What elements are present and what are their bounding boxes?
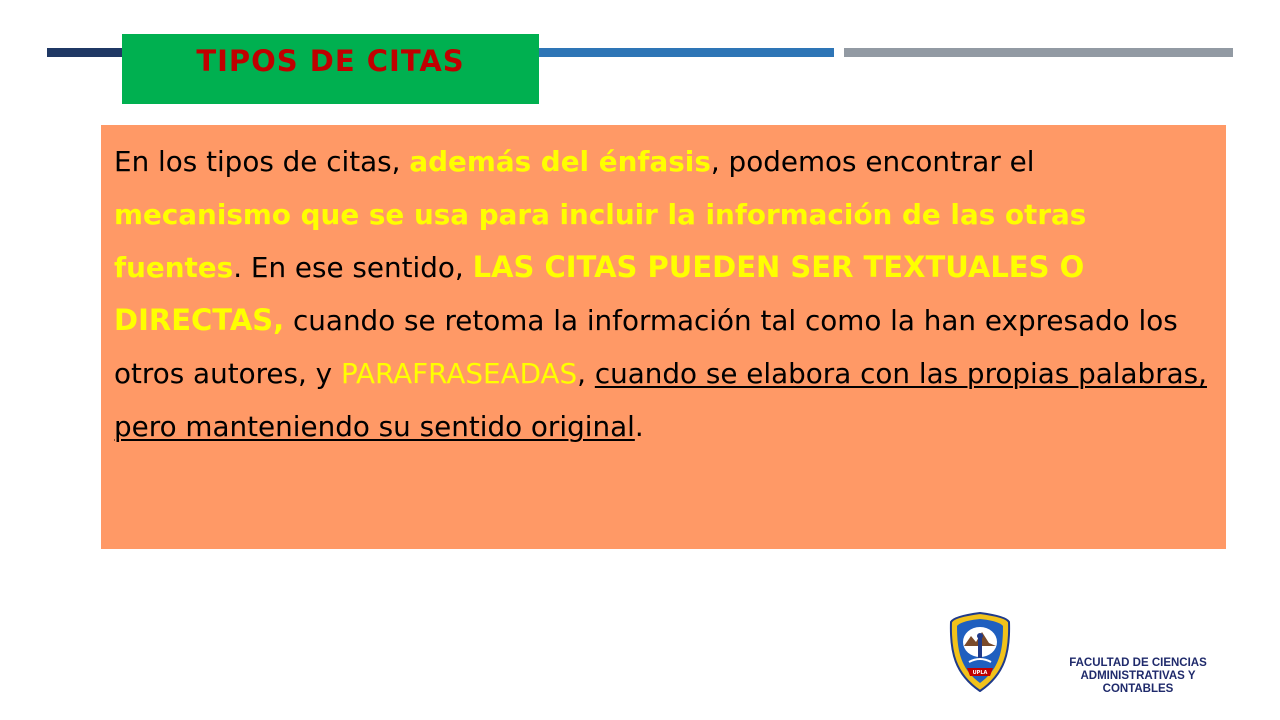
slide-title: TIPOS DE CITAS xyxy=(196,44,465,78)
footer-line-2: ADMINISTRATIVAS Y xyxy=(1080,670,1196,682)
text-textual-definition: cuando se retoma la información tal como la han expresado los otros autores, y xyxy=(114,304,1178,390)
footer-line-1: FACULTAD DE CIENCIAS xyxy=(1069,657,1207,669)
highlight-emphasis: además del énfasis xyxy=(409,145,711,178)
faculty-footer xyxy=(1048,657,1228,696)
highlight-paraphrased: PARAFRASEADAS xyxy=(340,357,578,390)
title-box xyxy=(122,34,539,104)
decor-bar-blue xyxy=(537,48,834,57)
underlined-paraphrase-definition: cuando se elabora con las propias palabras, pero manteniendo su sentido original xyxy=(114,357,1207,443)
text-intro: En los tipos de citas, xyxy=(114,145,410,178)
highlight-mechanism: mecanismo que se usa para incluir la información de las otras fuentes xyxy=(114,198,1087,284)
content-box xyxy=(101,125,1226,549)
text-period: . xyxy=(634,410,644,443)
highlight-textual-citations: LAS CITAS PUEDEN SER TEXTUALES O DIRECTAS, xyxy=(114,250,1085,337)
text-connector-2: . En ese sentido, xyxy=(233,251,473,284)
text-connector-1: , podemos encontrar el xyxy=(710,145,1035,178)
decor-bar-gray xyxy=(844,48,1233,57)
footer-line-3: CONTABLES xyxy=(1102,683,1174,695)
body-paragraph xyxy=(114,135,1214,453)
logo-initials: UPLA xyxy=(972,670,988,676)
decor-bar-navy xyxy=(47,48,127,57)
text-comma: , xyxy=(577,357,595,390)
university-shield-logo xyxy=(949,612,1011,692)
